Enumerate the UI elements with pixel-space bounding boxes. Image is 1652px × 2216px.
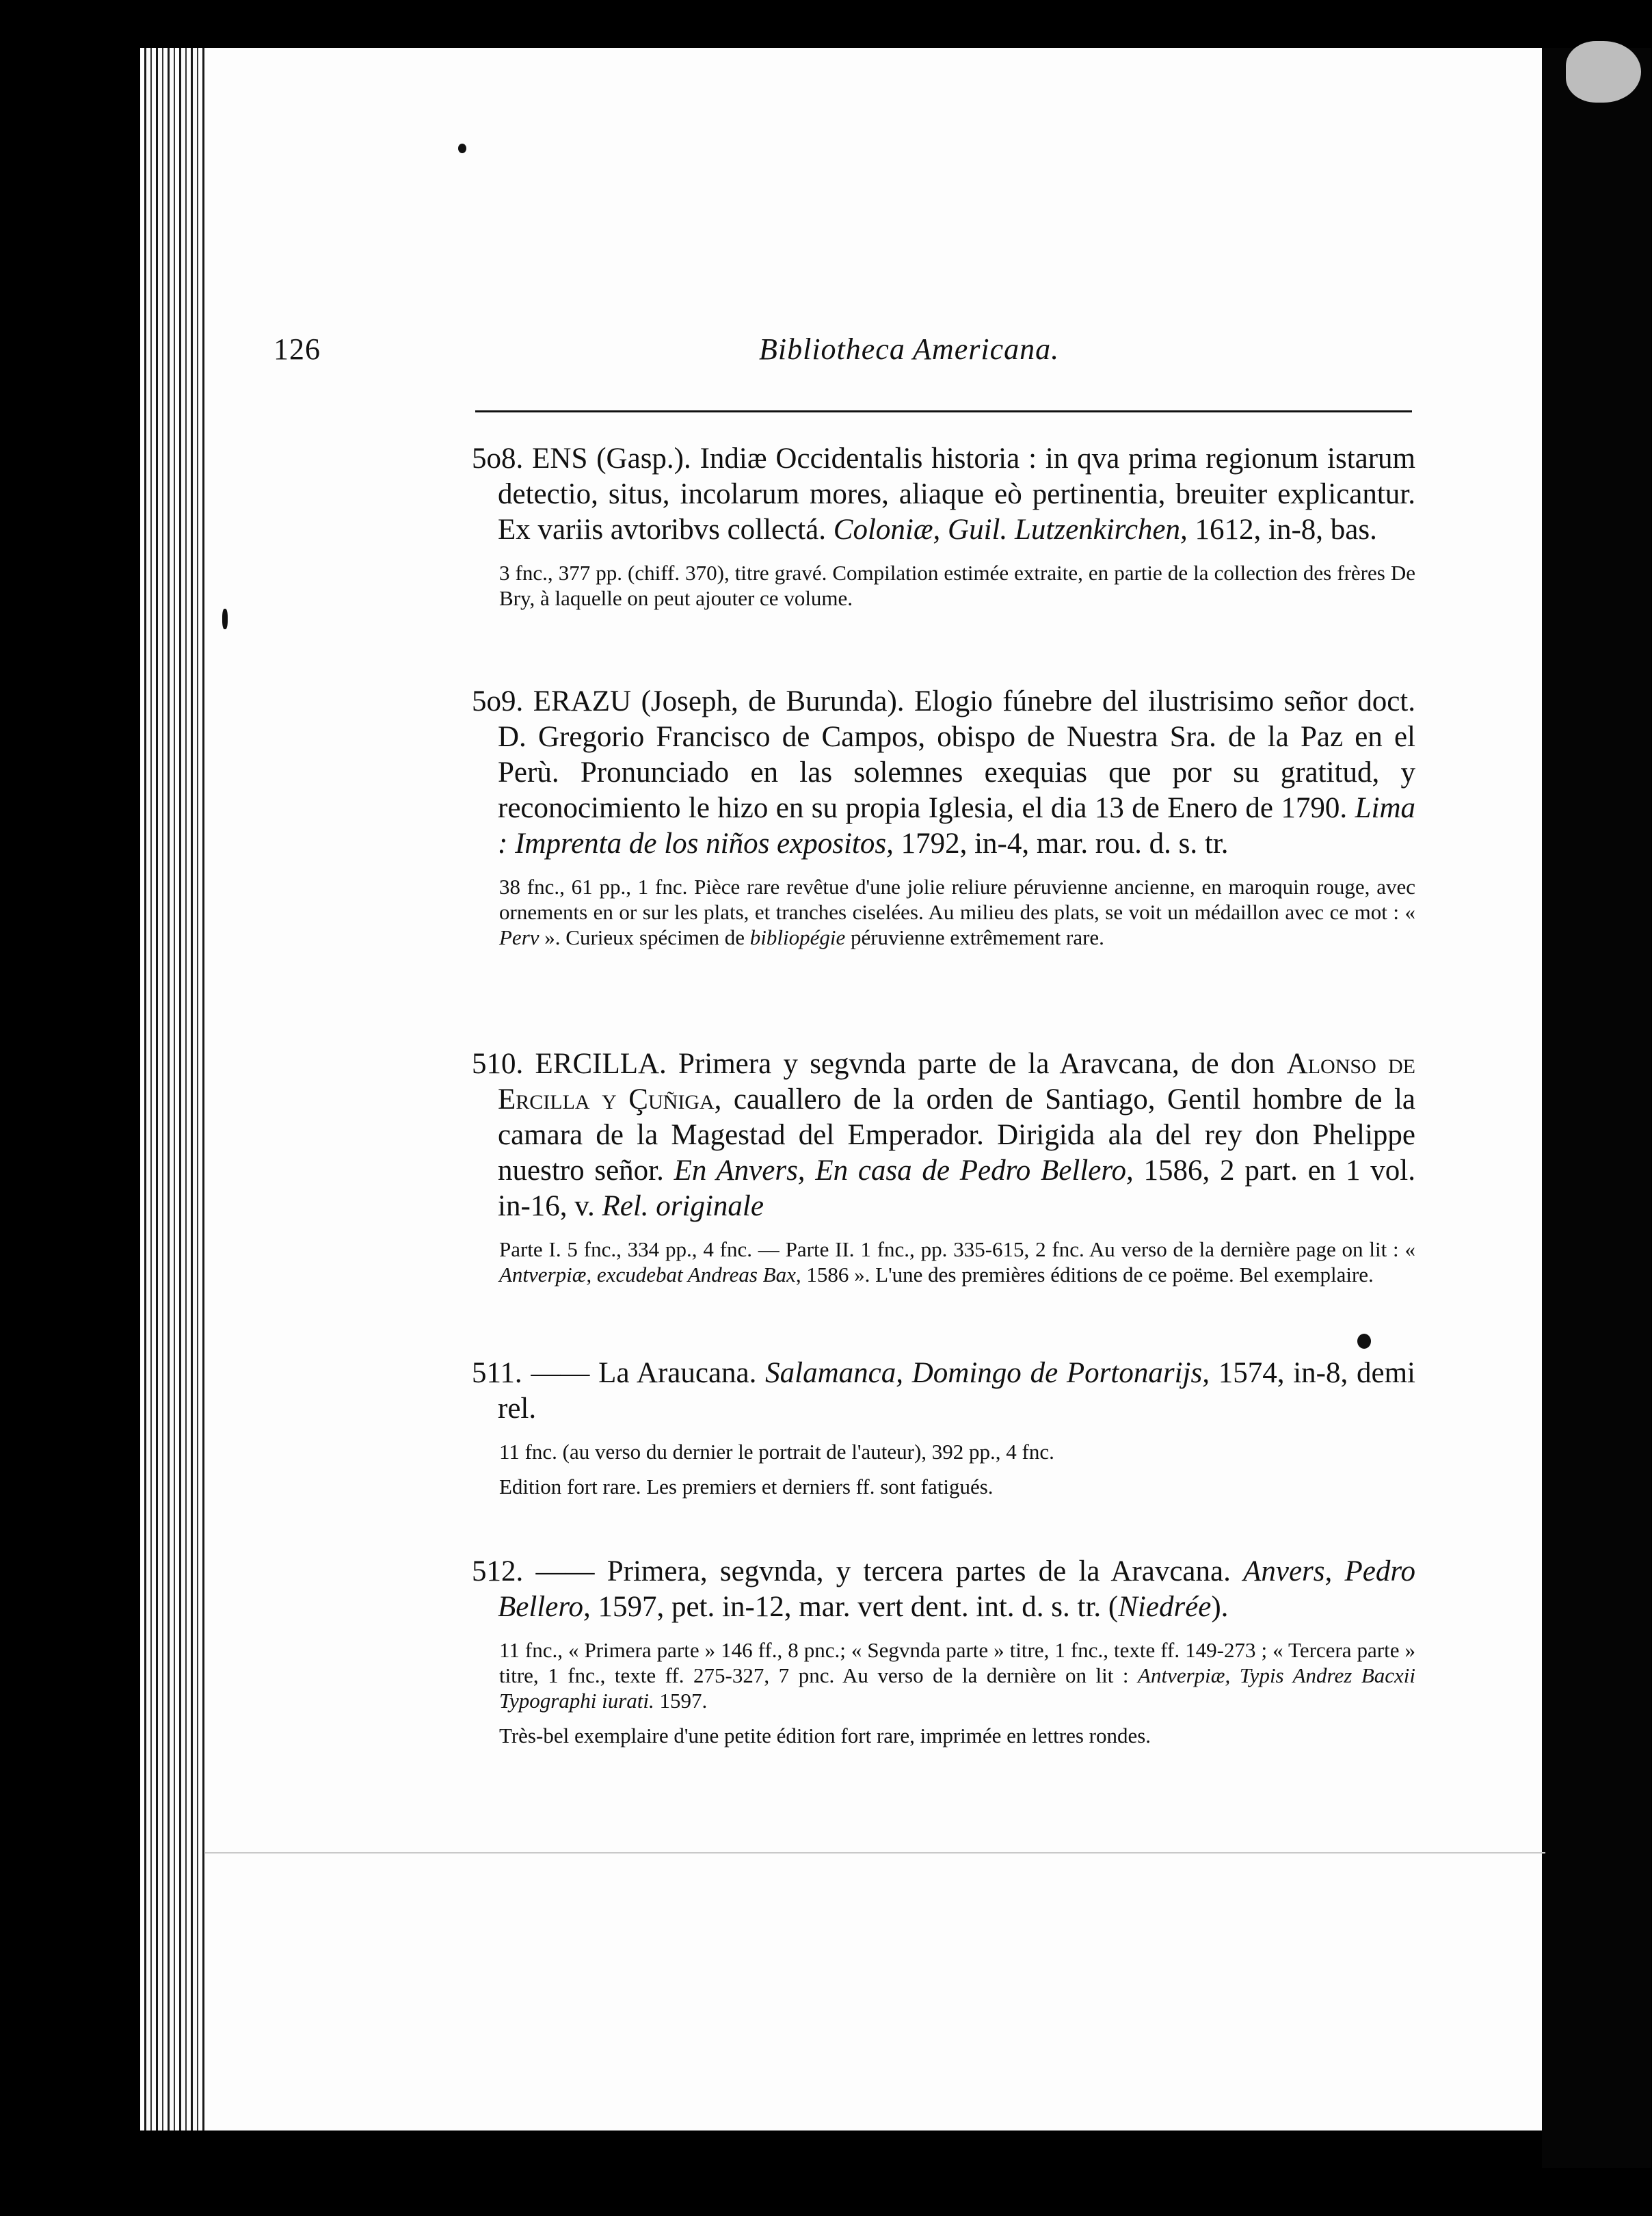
entry-note-2: Edition fort rare. Les premiers et derniers ff. sont fatigués.	[499, 1475, 994, 1499]
ink-speck	[1357, 1334, 1371, 1349]
entry-imprint: Lima : Imprenta de los niños expositos,	[498, 792, 1415, 860]
page-number: 126	[274, 332, 321, 366]
ink-speck	[458, 144, 466, 153]
entry-note: 38 fnc., 61 pp., 1 fnc. Pièce rare revêtue d'une jolie reliure péruvienne ancienne, en maroquin rouge, avec ornements en or sur les plats, et tranches ciselées. Au milieu des plats, se voit un médaillon avec ce mot : « Perv ». Curieux spécimen de bibliopégie péruvienne extrêmement rare.	[499, 875, 1415, 949]
entry-number: 510.	[472, 1048, 524, 1080]
entry-main-text: 510. ERCILLA. Primera y segvnda parte de la Aravcana, de don Alonso de Ercilla y Çuñiga, cauallero de la orden de Santiago, Gentil hombre de la camara de la Magestad del Emperador. Dirigida ala del rey don Phelippe nuestro señor. En Anvers, En casa de Pedro Bellero, 1586, 2 part. en 1 vol. in-16, v. Rel. originale	[472, 1048, 1415, 1222]
entry-main-text	[472, 441, 1415, 548]
entry-note: 3 fnc., 377 pp. (chiff. 370), titre gravé. Compilation estimée extraite, en partie de la collection des frères De Bry, à laquelle on peut ajouter ce volume.	[499, 561, 1415, 610]
entry-number: 512.	[472, 1555, 524, 1587]
entry-510	[472, 1046, 1415, 1287]
entry-main-text	[472, 684, 1415, 862]
entry-508	[472, 441, 1415, 611]
page-header	[0, 332, 1652, 386]
entry-511	[472, 1356, 1415, 1499]
entry-main-text: 512. —— Primera, segvnda, y tercera partes de la Aravcana. Anvers, Pedro Bellero, 1597, pet. in-12, mar. vert dent. int. d. s. tr. (Niedrée).	[472, 1555, 1415, 1623]
entry-number: 511.	[472, 1357, 522, 1389]
scan-corner-spot	[1566, 41, 1641, 103]
entry-title: ENS (Gasp.). Indiæ Occidentalis historia : in qva prima regionum istarum detectio, situs, incolarum mores, aliaque eò pertinentia, breuiter explicantur. Ex variis avtoribvs collectá.	[498, 443, 1415, 546]
entry-imprint: Anvers, Pedro Bellero,	[498, 1555, 1415, 1623]
entry-imprint: Coloniæ, Guil. Lutzenkirchen,	[833, 514, 1188, 546]
entry-number: 5o9.	[472, 685, 524, 717]
entry-format: 1612, in-8, bas.	[1187, 514, 1377, 546]
author-name: Alonso de Ercilla y Çuñiga	[498, 1048, 1415, 1116]
entry-main-text	[472, 1356, 1415, 1427]
entry-imprint: En Anvers, En casa de Pedro Bellero,	[674, 1155, 1134, 1187]
entry-imprint: Salamanca, Domingo de Portonarijs,	[765, 1357, 1210, 1389]
entry-note: 11 fnc., « Primera parte » 146 ff., 8 pnc.; « Segvnda parte » titre, 1 fnc., texte ff. 149-273 ; « Tercera parte » titre, 1 fnc., texte ff. 275-327, 7 pnc. Au verso de la dernière on lit : Antverpiæ, Typis Andrez Bacxii Typographi iurati. 1597.	[499, 1638, 1415, 1713]
entry-512	[472, 1554, 1415, 1748]
entry-title: ERCILLA. Primera y segvnda parte de la Aravcana, de don	[535, 1048, 1287, 1080]
entry-format: 1574, in-8, demi rel.	[498, 1357, 1415, 1425]
running-title: Bibliotheca Americana.	[759, 332, 1060, 366]
entry-note: Parte I. 5 fnc., 334 pp., 4 fnc. — Parte II. 1 fnc., pp. 335-615, 2 fnc. Au verso de la dernière page on lit : « Antverpiæ, excudebat Andreas Bax, 1586 ». L'une des premières éditions de ce poëme. Bel exemplaire.	[499, 1237, 1415, 1287]
entry-title: —— Primera, segvnda, y tercera partes de la Aravcana.	[535, 1555, 1244, 1587]
entry-format: 1792, in-4, mar. rou. d. s. tr.	[893, 828, 1229, 860]
entry-title: —— La Araucana.	[531, 1357, 766, 1389]
entry-note-2: Très-bel exemplaire d'une petite édition fort rare, imprimée en lettres rondes.	[499, 1724, 1151, 1747]
entry-509	[472, 684, 1415, 950]
entry-title: ERAZU (Joseph, de Burunda). Elogio fúnebre del ilustrisimo señor doct. D. Gregorio Francisco de Campos, obispo de Nuestra Sra. de la Paz en el Perù. Pronunciado en las solemnes exequias que por su gratitud, y reconocimiento le hizo en su propia Iglesia, el dia 13 de Enero de 1790.	[498, 685, 1416, 824]
ink-speck	[222, 609, 228, 629]
entry-number: 5o8.	[472, 443, 524, 475]
page-bottom-edge	[205, 1852, 1545, 1854]
entry-note: 11 fnc. (au verso du dernier le portrait de l'auteur), 392 pp., 4 fnc.	[499, 1440, 1054, 1464]
header-rule	[475, 410, 1412, 412]
